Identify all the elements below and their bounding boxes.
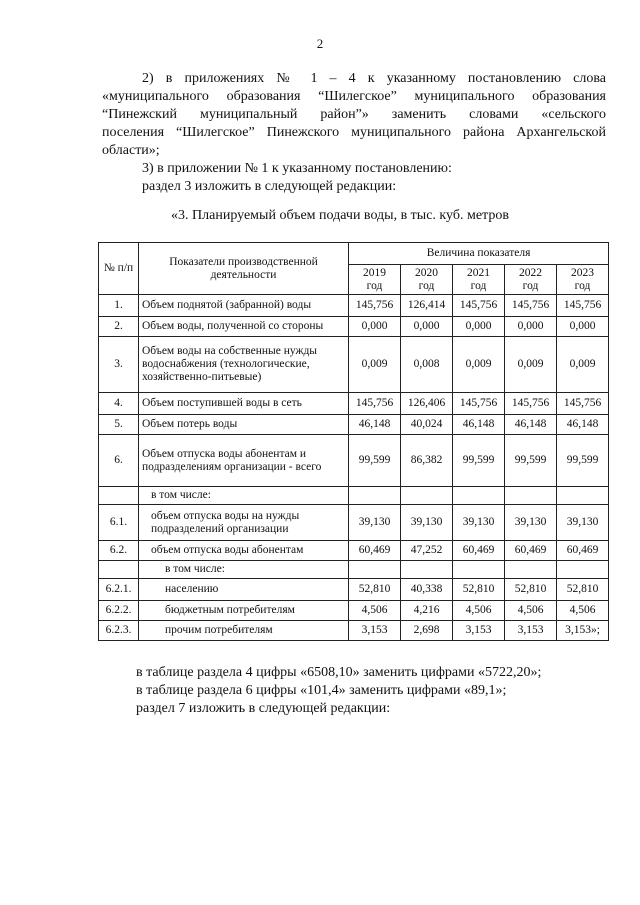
table-cell-value: 46,148: [453, 415, 505, 435]
table-cell-value: 145,756: [349, 295, 401, 317]
table-row: [99, 435, 609, 487]
table-cell-value: 145,756: [453, 393, 505, 415]
table-cell-value: 99,599: [505, 435, 557, 487]
table-cell-num: [99, 561, 139, 579]
header-year: 2021 год: [453, 265, 505, 295]
table-cell-num: 6.2.3.: [99, 621, 139, 641]
table-cell-value: 4,506: [349, 601, 401, 621]
table-cell-value: 145,756: [453, 295, 505, 317]
table-cell-value: 60,469: [453, 541, 505, 561]
table-cell-num: [99, 487, 139, 505]
table-row: [99, 621, 609, 641]
table-cell-value: 46,148: [349, 415, 401, 435]
table-cell-value: 4,216: [401, 601, 453, 621]
table-cell-value: 47,252: [401, 541, 453, 561]
table-cell-value: 3,153»;: [557, 621, 609, 641]
table-cell-value: [557, 487, 609, 505]
closing-line: в таблице раздела 4 цифры «6508,10» заменить цифрами «5722,20»;: [136, 665, 542, 680]
table-cell-value: 40,024: [401, 415, 453, 435]
table-cell-value: 39,130: [505, 505, 557, 541]
table-row: [99, 601, 609, 621]
table-row: [99, 317, 609, 337]
header-year: 2023 год: [557, 265, 609, 295]
intro-line: 2) в приложениях № 1 – 4 к указанному постановлению слова: [142, 71, 606, 86]
header-indicator: Показатели производственной деятельности: [139, 243, 349, 295]
table-caption: «3. Планируемый объем подачи воды, в тыс. куб. метров: [171, 208, 509, 223]
table-cell-num: 5.: [99, 415, 139, 435]
intro-line: “Пинежский муниципальный район”» заменить словами «сельского: [102, 107, 606, 122]
table-cell-value: 0,000: [505, 317, 557, 337]
table-cell-name: в том числе:: [139, 487, 349, 505]
table-cell-value: 4,506: [453, 601, 505, 621]
table-cell-value: 60,469: [349, 541, 401, 561]
table-cell-value: [505, 487, 557, 505]
table-cell-value: 39,130: [453, 505, 505, 541]
table-cell-name: Объем отпуска воды абонентам и подразделениям организации - всего: [139, 435, 349, 487]
table-row: [99, 415, 609, 435]
table-cell-value: 145,756: [505, 295, 557, 317]
table-cell-value: 0,009: [349, 337, 401, 393]
table-cell-value: [557, 561, 609, 579]
table-cell-num: 6.: [99, 435, 139, 487]
table-row: [99, 487, 609, 505]
header-num: № п/п: [99, 243, 139, 295]
table-cell-value: [505, 561, 557, 579]
table-cell-value: [349, 487, 401, 505]
intro-paragraph: [102, 70, 606, 196]
table-cell-value: 46,148: [557, 415, 609, 435]
closing-line: раздел 7 изложить в следующей редакции:: [136, 701, 391, 716]
table-cell-value: 0,009: [505, 337, 557, 393]
table-cell-name: Объем воды на собственные нужды водоснабжения (технологические, хозяйственно-питьевые): [139, 337, 349, 393]
table-cell-value: 126,414: [401, 295, 453, 317]
table-cell-name: Объем потерь воды: [139, 415, 349, 435]
table-row: [99, 541, 609, 561]
table-cell-num: 2.: [99, 317, 139, 337]
table-cell-name: Объем поступившей воды в сеть: [139, 393, 349, 415]
header-year: 2020 год: [401, 265, 453, 295]
table-cell-value: 3,153: [505, 621, 557, 641]
table-cell-value: 52,810: [349, 579, 401, 601]
closing-paragraph: [136, 664, 606, 718]
table-cell-value: 145,756: [505, 393, 557, 415]
table-cell-name: объем отпуска воды на нужды подразделений организации: [139, 505, 349, 541]
table-cell-num: 6.1.: [99, 505, 139, 541]
table-cell-value: 3,153: [349, 621, 401, 641]
header-value-group: Величина показателя: [349, 243, 609, 265]
table-cell-name: объем отпуска воды абонентам: [139, 541, 349, 561]
table-cell-value: 0,008: [401, 337, 453, 393]
table-cell-value: 0,009: [557, 337, 609, 393]
table-cell-value: 145,756: [557, 295, 609, 317]
table-row: [99, 393, 609, 415]
table-row: [99, 295, 609, 317]
table-cell-value: 4,506: [557, 601, 609, 621]
table-cell-value: [401, 561, 453, 579]
table-cell-value: 60,469: [557, 541, 609, 561]
table-cell-value: [453, 487, 505, 505]
table-cell-value: 0,000: [453, 317, 505, 337]
water-supply-table: [98, 242, 609, 641]
table-cell-name: населению: [139, 579, 349, 601]
closing-line: в таблице раздела 6 цифры «101,4» заменить цифрами «89,1»;: [136, 683, 507, 698]
table-cell-value: 126,406: [401, 393, 453, 415]
table-cell-value: 60,469: [505, 541, 557, 561]
table-cell-value: 99,599: [349, 435, 401, 487]
table-cell-value: 3,153: [453, 621, 505, 641]
table-cell-value: [401, 487, 453, 505]
table-cell-value: [453, 561, 505, 579]
page-number: 2: [316, 36, 324, 51]
table-cell-value: 99,599: [557, 435, 609, 487]
intro-line: поселения “Шилегское” Пинежского муниципального района Архангельской: [102, 125, 606, 140]
table-cell-value: 86,382: [401, 435, 453, 487]
table-cell-value: 52,810: [505, 579, 557, 601]
table-row: [99, 579, 609, 601]
table-cell-value: 40,338: [401, 579, 453, 601]
intro-line: области»;: [102, 143, 160, 158]
table-cell-value: 52,810: [557, 579, 609, 601]
header-year: 2019 год: [349, 265, 401, 295]
intro-line: 3) в приложении № 1 к указанному постановлению:: [142, 161, 452, 176]
intro-line: «муниципального образования “Шилегское” муниципального образования: [102, 89, 606, 104]
table-cell-value: 145,756: [349, 393, 401, 415]
table-cell-value: 39,130: [401, 505, 453, 541]
table-cell-name: бюджетным потребителям: [139, 601, 349, 621]
table-cell-name: в том числе:: [139, 561, 349, 579]
table-cell-value: 145,756: [557, 393, 609, 415]
table-row: [99, 505, 609, 541]
table-cell-num: 6.2.: [99, 541, 139, 561]
table-cell-value: 46,148: [505, 415, 557, 435]
table-cell-value: 0,009: [453, 337, 505, 393]
table-row: [99, 337, 609, 393]
table-cell-value: [349, 561, 401, 579]
table-cell-num: 1.: [99, 295, 139, 317]
table-cell-value: 39,130: [349, 505, 401, 541]
table-cell-value: 2,698: [401, 621, 453, 641]
table-row: [99, 561, 609, 579]
table-cell-value: 39,130: [557, 505, 609, 541]
table-cell-value: 4,506: [505, 601, 557, 621]
table-cell-name: Объем воды, полученной со стороны: [139, 317, 349, 337]
header-year: 2022 год: [505, 265, 557, 295]
intro-line: раздел 3 изложить в следующей редакции:: [142, 179, 397, 194]
table-cell-value: 99,599: [453, 435, 505, 487]
table-cell-num: 3.: [99, 337, 139, 393]
table-cell-value: 0,000: [349, 317, 401, 337]
table-cell-name: прочим потребителям: [139, 621, 349, 641]
table-cell-num: 6.2.2.: [99, 601, 139, 621]
table-cell-num: 4.: [99, 393, 139, 415]
table-cell-name: Объем поднятой (забранной) воды: [139, 295, 349, 317]
table-cell-num: 6.2.1.: [99, 579, 139, 601]
table-cell-value: 0,000: [557, 317, 609, 337]
table-cell-value: 0,000: [401, 317, 453, 337]
table-cell-value: 52,810: [453, 579, 505, 601]
